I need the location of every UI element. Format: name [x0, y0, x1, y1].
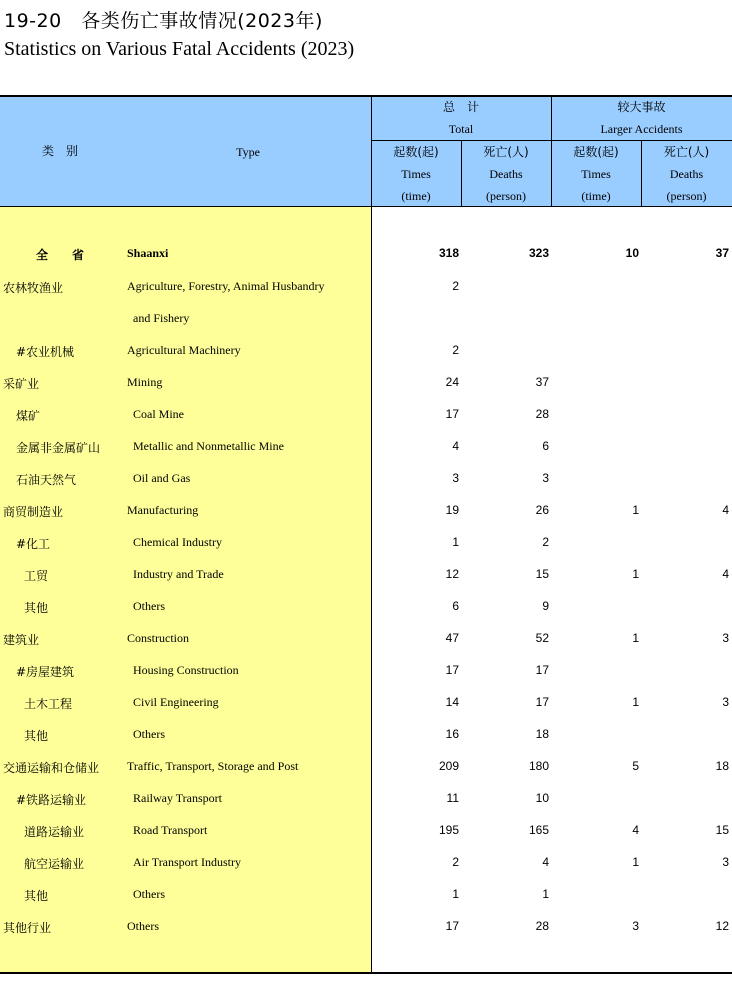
row-larger-times: 1 [632, 695, 639, 709]
row-type-en: Agriculture, Forestry, Animal Husbandry [127, 279, 325, 293]
header-total-times-cn: 起数(起) [393, 145, 439, 159]
row-total-times: 17 [445, 919, 459, 933]
row-larger-deaths: 12 [715, 919, 729, 933]
row-type-cn: #化工 [16, 537, 51, 551]
row-type-cn: 工贸 [24, 569, 49, 583]
row-type-cn: 商贸制造业 [3, 505, 64, 519]
row-larger-times: 4 [632, 823, 639, 837]
row-type-en: Agricultural Machinery [127, 343, 241, 357]
header-type-en: Type [236, 145, 260, 159]
row-total-times: 2 [452, 343, 459, 357]
row-total-deaths: 28 [535, 919, 549, 933]
row-total-deaths: 3 [542, 471, 549, 485]
row-type-cn: 道路运输业 [24, 825, 85, 839]
row-total-times: 1 [452, 887, 459, 901]
row-total-deaths: 323 [528, 246, 549, 260]
row-larger-times: 5 [632, 759, 639, 773]
row-total-times: 195 [438, 823, 459, 837]
row-type-cn: 航空运输业 [24, 857, 85, 871]
row-type-en: Others [127, 919, 159, 933]
row-type-cn: 其他 [24, 601, 49, 615]
row-total-deaths: 6 [542, 439, 549, 453]
header-total-en: Total [448, 122, 474, 136]
table-row [0, 919, 732, 951]
row-type-cn: 石油天然气 [16, 473, 77, 487]
row-type-en: Others [133, 887, 165, 901]
row-total-deaths: 180 [528, 759, 549, 773]
row-total-times: 24 [445, 375, 459, 389]
row-total-times: 3 [452, 471, 459, 485]
row-type-en: Housing Construction [133, 663, 239, 677]
row-total-deaths: 28 [535, 407, 549, 421]
row-larger-deaths: 4 [722, 567, 729, 581]
row-type-en: Railway Transport [133, 791, 223, 805]
row-total-times: 318 [438, 246, 459, 260]
row-larger-times: 10 [625, 246, 639, 260]
row-total-deaths: 165 [528, 823, 549, 837]
header-larger-deaths-cn: 死亡(人) [663, 145, 710, 159]
table-row [0, 439, 732, 471]
row-total-times: 6 [452, 599, 459, 613]
row-larger-deaths: 4 [722, 503, 729, 517]
row-total-deaths: 18 [535, 727, 549, 741]
header-total-deaths-unit: (person) [486, 189, 526, 203]
table-row [0, 663, 732, 695]
row-type-en: Manufacturing [127, 503, 199, 517]
row-total-times: 12 [445, 567, 459, 581]
row-type-en: Metallic and Nonmetallic Mine [133, 439, 284, 453]
table-row [0, 567, 732, 599]
header-larger-deaths-unit: (person) [666, 189, 707, 203]
table-row [0, 343, 732, 375]
row-type-cn: 其他行业 [3, 921, 52, 935]
row-type-en: Construction [127, 631, 189, 645]
table-title-chinese: 19-20 各类伤亡事故情况(2023年) [4, 10, 323, 32]
row-larger-times: 1 [632, 855, 639, 869]
row-type-cn: 其他 [24, 729, 49, 743]
row-type-en: and Fishery [133, 311, 190, 325]
header-total-deaths-cn: 死亡(人) [483, 145, 529, 159]
row-type-cn: 采矿业 [3, 377, 40, 391]
row-larger-times: 3 [632, 919, 639, 933]
row-total-times: 14 [445, 695, 459, 709]
row-total-deaths: 15 [535, 567, 549, 581]
table-row [0, 727, 732, 759]
row-total-times: 4 [452, 439, 459, 453]
row-type-cn: 交通运输和仓储业 [3, 761, 100, 775]
row-larger-deaths: 3 [722, 855, 729, 869]
header-larger-cn: 较大事故 [617, 100, 666, 114]
table-row-total [0, 246, 732, 278]
row-type-cn: 农林牧渔业 [3, 281, 64, 295]
table-row [0, 279, 732, 311]
row-total-times: 17 [445, 407, 459, 421]
table-top-border [0, 95, 732, 97]
header-type-cn: 类 别 [41, 144, 78, 158]
row-type-en: Oil and Gas [133, 471, 191, 485]
row-type-en: Others [133, 599, 165, 613]
row-total-deaths: 17 [535, 695, 549, 709]
row-larger-times: 1 [632, 503, 639, 517]
row-type-cn: 建筑业 [3, 633, 40, 647]
header-total-deaths-en: Deaths [489, 167, 523, 181]
row-larger-deaths: 18 [715, 759, 729, 773]
row-total-deaths: 9 [542, 599, 549, 613]
row-type-en: Coal Mine [133, 407, 184, 421]
row-total-times: 11 [446, 791, 459, 805]
row-larger-deaths: 15 [715, 823, 729, 837]
table-row [0, 407, 732, 439]
row-total-deaths: 17 [535, 663, 549, 677]
table-row [0, 823, 732, 855]
row-total-deaths: 26 [535, 503, 549, 517]
table-row [0, 887, 732, 919]
table-row [0, 791, 732, 823]
header-larger-times-cn: 起数(起) [573, 145, 619, 159]
row-total-times: 2 [452, 279, 459, 293]
row-total-times: 19 [445, 503, 459, 517]
row-total-times: 209 [438, 759, 459, 773]
table-row [0, 535, 732, 567]
row-larger-times: 1 [632, 567, 639, 581]
row-total-deaths: 37 [535, 375, 549, 389]
row-type-cn: #农业机械 [16, 345, 75, 359]
row-type-cn: 全 省 [36, 248, 85, 262]
table-row [0, 855, 732, 887]
row-larger-times: 1 [632, 631, 639, 645]
row-type-cn: 金属非金属矿山 [16, 441, 101, 455]
row-total-deaths: 52 [535, 631, 549, 645]
row-type-en: Industry and Trade [133, 567, 224, 581]
row-type-cn: #房屋建筑 [16, 665, 75, 679]
header-bottom-border [0, 206, 732, 207]
header-total-cn: 总 计 [442, 100, 479, 114]
row-type-en: Traffic, Transport, Storage and Post [127, 759, 299, 773]
row-total-times: 1 [452, 535, 459, 549]
row-total-deaths: 2 [542, 535, 549, 549]
row-larger-deaths: 3 [722, 695, 729, 709]
row-type-cn: 土木工程 [24, 697, 73, 711]
row-total-times: 2 [452, 855, 459, 869]
table-title-english: Statistics on Various Fatal Accidents (2023) [4, 38, 355, 60]
row-total-deaths: 4 [542, 855, 549, 869]
header-larger-en: Larger Accidents [600, 122, 683, 136]
row-total-times: 16 [445, 727, 459, 741]
header-larger-times-en: Times [581, 167, 611, 181]
row-total-deaths: 1 [542, 887, 549, 901]
table-row [0, 599, 732, 631]
table-bottom-border [0, 972, 732, 974]
row-type-cn: #铁路运输业 [16, 793, 87, 807]
row-type-en: Chemical Industry [133, 535, 222, 549]
row-total-times: 17 [445, 663, 459, 677]
row-type-en: Civil Engineering [133, 695, 219, 709]
row-type-cn: 煤矿 [16, 409, 41, 423]
row-larger-deaths: 3 [722, 631, 729, 645]
table-row [0, 759, 732, 791]
header-total-times-unit: (time) [401, 189, 431, 203]
row-type-en: Mining [127, 375, 163, 389]
table-row [0, 311, 732, 343]
table-row [0, 375, 732, 407]
table-row [0, 471, 732, 503]
row-total-times: 47 [445, 631, 459, 645]
row-type-en: Air Transport Industry [133, 855, 242, 869]
header-larger-deaths-en: Deaths [669, 167, 704, 181]
table-row [0, 631, 732, 663]
table-row [0, 695, 732, 727]
row-larger-deaths: 37 [715, 246, 729, 260]
table-row [0, 503, 732, 535]
row-total-deaths: 10 [535, 791, 549, 805]
row-type-en: Shaanxi [127, 246, 169, 260]
row-type-en: Road Transport [133, 823, 208, 837]
row-type-cn: 其他 [24, 889, 49, 903]
header-total-times-en: Times [401, 167, 431, 181]
header-larger-times-unit: (time) [581, 189, 611, 203]
row-type-en: Others [133, 727, 165, 741]
